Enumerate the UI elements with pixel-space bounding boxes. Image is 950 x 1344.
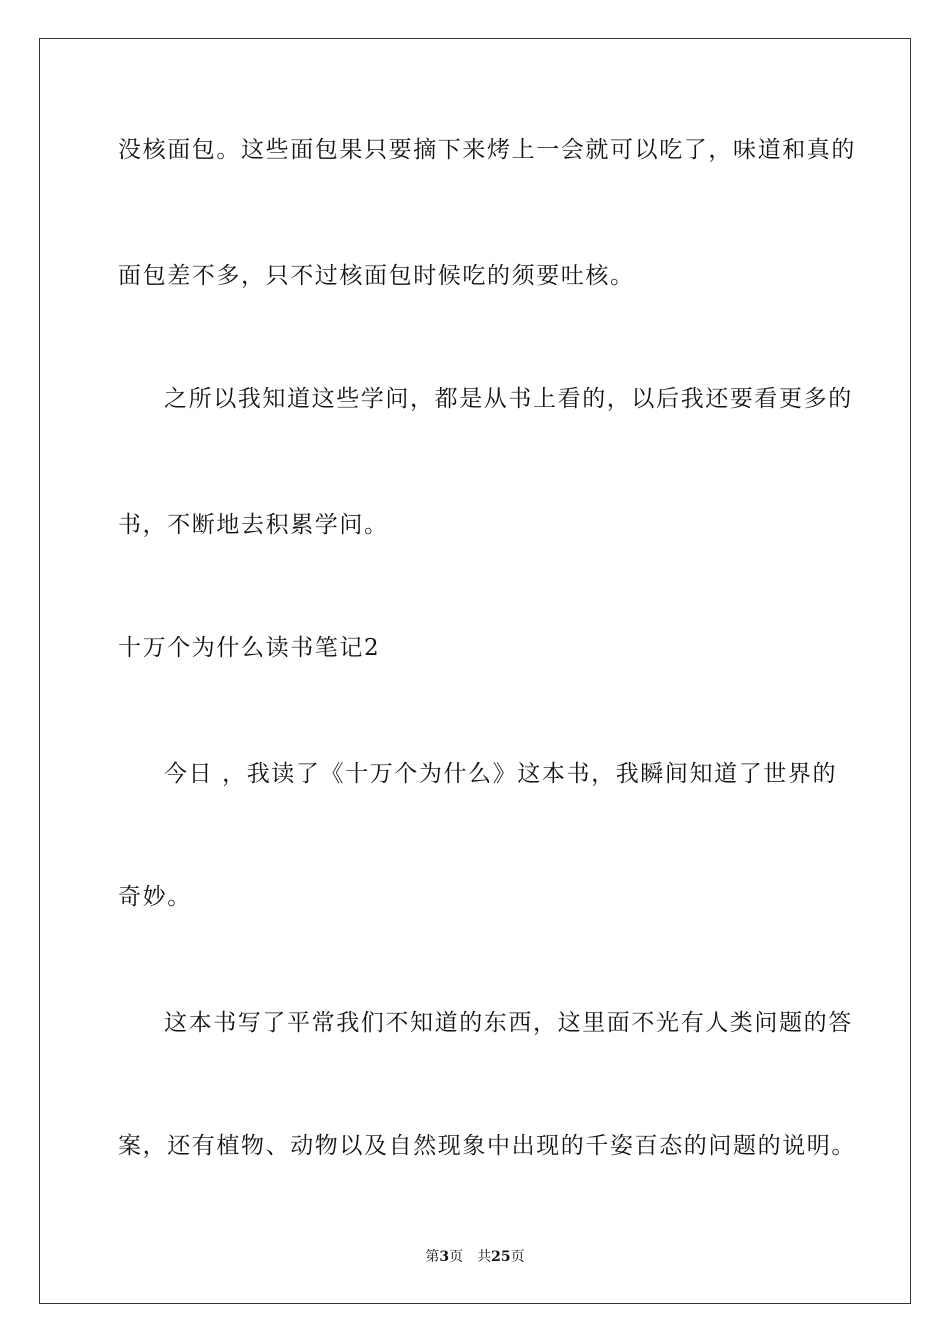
section-heading: 十万个为什么读书笔记2 — [118, 635, 381, 661]
page-footer — [0, 1248, 950, 1266]
page-number: 3 — [439, 1249, 450, 1265]
page-border — [39, 38, 911, 1304]
paragraph-line-6: 奇妙。 — [118, 884, 192, 910]
page-suffix: 页 — [449, 1249, 464, 1265]
paragraph-line-2: 面包差不多，只不过核面包时候吃的须要吐核。 — [118, 263, 635, 289]
total-suffix: 页 — [510, 1249, 525, 1265]
paragraph-line-8: 案，还有植物、动物以及自然现象中出现的千姿百态的问题的说明。 — [118, 1133, 856, 1159]
total-pages: 25 — [491, 1249, 511, 1265]
page-prefix: 第 — [425, 1249, 440, 1265]
paragraph-line-3: 之所以我知道这些学问，都是从书上看的，以后我还要看更多的 — [164, 386, 853, 412]
paragraph-line-7: 这本书写了平常我们不知道的东西，这里面不光有人类问题的答 — [164, 1010, 853, 1036]
total-prefix: 共 — [477, 1249, 492, 1265]
paragraph-line-1: 没核面包。这些面包果只要摘下来烤上一会就可以吃了，味道和真的 — [118, 137, 856, 163]
paragraph-line-5: 今日 ，我读了《十万个为什么》这本书，我瞬间知道了世界的 — [164, 761, 838, 787]
paragraph-line-4: 书，不断地去积累学问。 — [118, 512, 389, 538]
